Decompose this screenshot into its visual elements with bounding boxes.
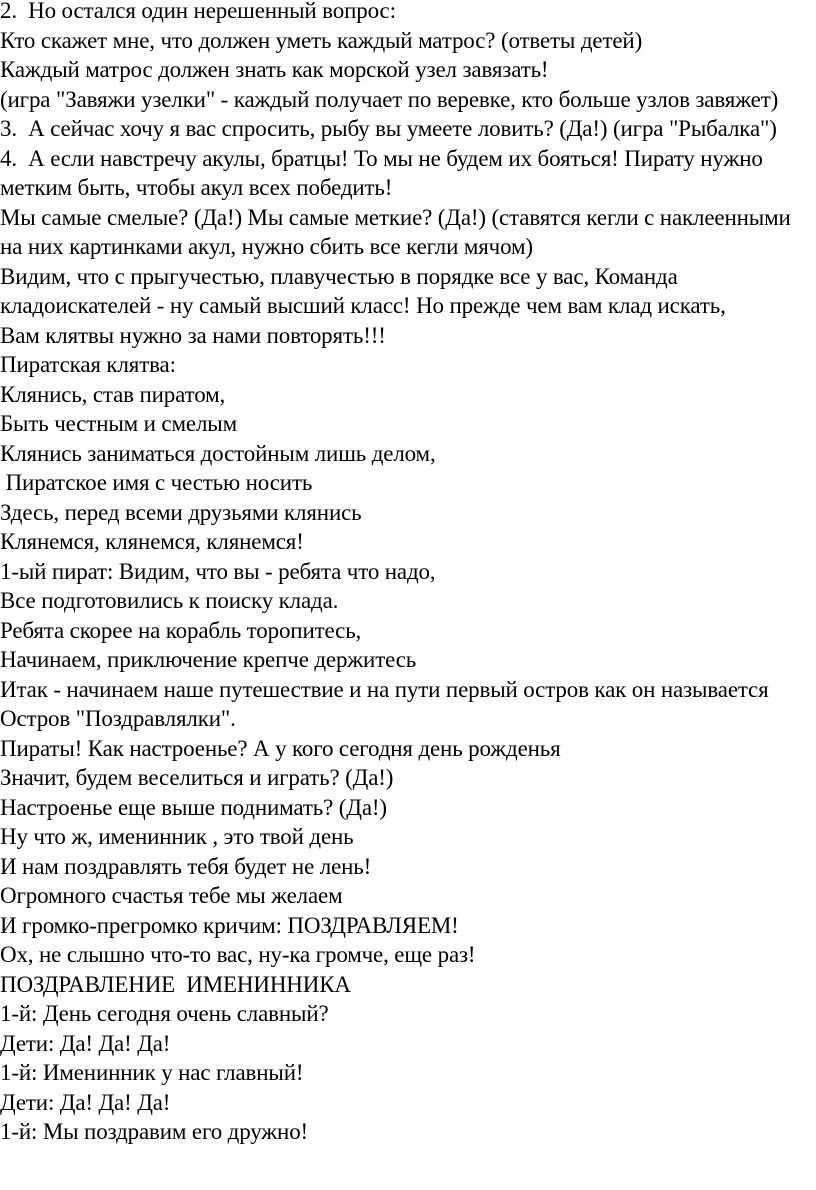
text-line: Пиратское имя с честью носить bbox=[0, 470, 313, 495]
text-line: (игра "Завяжи узелки" - каждый получает по веревке, кто больше узлов завяжет) bbox=[0, 86, 779, 112]
text-line: Начинаем, приключение крепче держитесь bbox=[0, 647, 417, 672]
text-line: И громко-прегромко кричим: ПОЗДРАВЛЯЕМ! bbox=[0, 912, 459, 938]
text-line: Ну что ж, именинник , это твой день bbox=[0, 824, 354, 849]
text-line: Дети: Да! Да! Да! bbox=[0, 1089, 171, 1115]
text-line: Пираты! Как настроенье? А у кого сегодня день рожденья bbox=[0, 735, 561, 761]
text-line: Вам клятвы нужно за нами повторять!!! bbox=[0, 322, 386, 348]
text-line: 1-й: День сегодня очень славный? bbox=[0, 1001, 329, 1026]
text-line: Ребята скорее на корабль торопитесь, bbox=[0, 617, 362, 643]
text-line: на них картинками акул, нужно сбить все кегли мячом) bbox=[0, 234, 533, 259]
text-line: 2. Но остался один нерешенный вопрос: bbox=[0, 0, 396, 23]
text-line: Быть честным и смелым bbox=[0, 411, 237, 436]
text-line: Значит, будем веселиться и играть? (Да!) bbox=[0, 765, 394, 790]
text-line: Остров "Поздравлялки". bbox=[0, 706, 236, 731]
text-line: Настроенье еще выше поднимать? (Да!) bbox=[0, 794, 387, 820]
text-line: Клянись заниматься достойным лишь делом, bbox=[0, 440, 436, 466]
text-line: 4. А если навстречу акулы, братцы! То мы не будем их бояться! Пирату нужно bbox=[0, 145, 763, 171]
text-line: Здесь, перед всеми друзьями клянись bbox=[0, 499, 362, 525]
text-line: 3. А сейчас хочу я вас спросить, рыбу вы умеете ловить? (Да!) (игра "Рыбалка") bbox=[0, 116, 777, 141]
text-line: 1-й: Мы поздравим его дружно! bbox=[0, 1119, 309, 1144]
text-line: 1-й: Именинник у нас главный! bbox=[0, 1060, 304, 1085]
text-line: Пиратская клятва: bbox=[0, 352, 176, 377]
text-line: метким быть, чтобы акул всех победить! bbox=[0, 175, 393, 200]
text-line: Все подготовились к поиску клада. bbox=[0, 588, 339, 613]
section-heading: ПОЗДРАВЛЕНИЕ ИМЕНИННИКА bbox=[0, 971, 351, 997]
text-line: Дети: Да! Да! Да! bbox=[0, 1030, 171, 1056]
text-line: кладоискателей - ну самый высший класс! Но прежде чем вам клад искать, bbox=[0, 293, 726, 318]
text-line: Мы самые смелые? (Да!) Мы самые меткие? (Да!) (ставятся кегли с наклеенными bbox=[0, 204, 791, 230]
text-line: Клянемся, клянемся, клянемся! bbox=[0, 529, 304, 554]
text-line: Клянись, став пиратом, bbox=[0, 381, 226, 407]
text-line: 1-ый пират: Видим, что вы - ребята что надо, bbox=[0, 558, 436, 584]
text-line: Каждый матрос должен знать как морской узел завязать! bbox=[0, 57, 549, 82]
text-line: Кто скажет мне, что должен уметь каждый матрос? (ответы детей) bbox=[0, 27, 643, 53]
text-line: Итак - начинаем наше путешествие и на пути первый остров как он называется bbox=[0, 676, 769, 702]
text-line: И нам поздравлять тебя будет не лень! bbox=[0, 853, 372, 879]
text-line: Видим, что с прыгучестью, плавучестью в порядке все у вас, Команда bbox=[0, 263, 678, 289]
text-line: Ох, не слышно что-то вас, ну-ка громче, еще раз! bbox=[0, 942, 476, 967]
text-line: Огромного счастья тебе мы желаем bbox=[0, 883, 343, 908]
